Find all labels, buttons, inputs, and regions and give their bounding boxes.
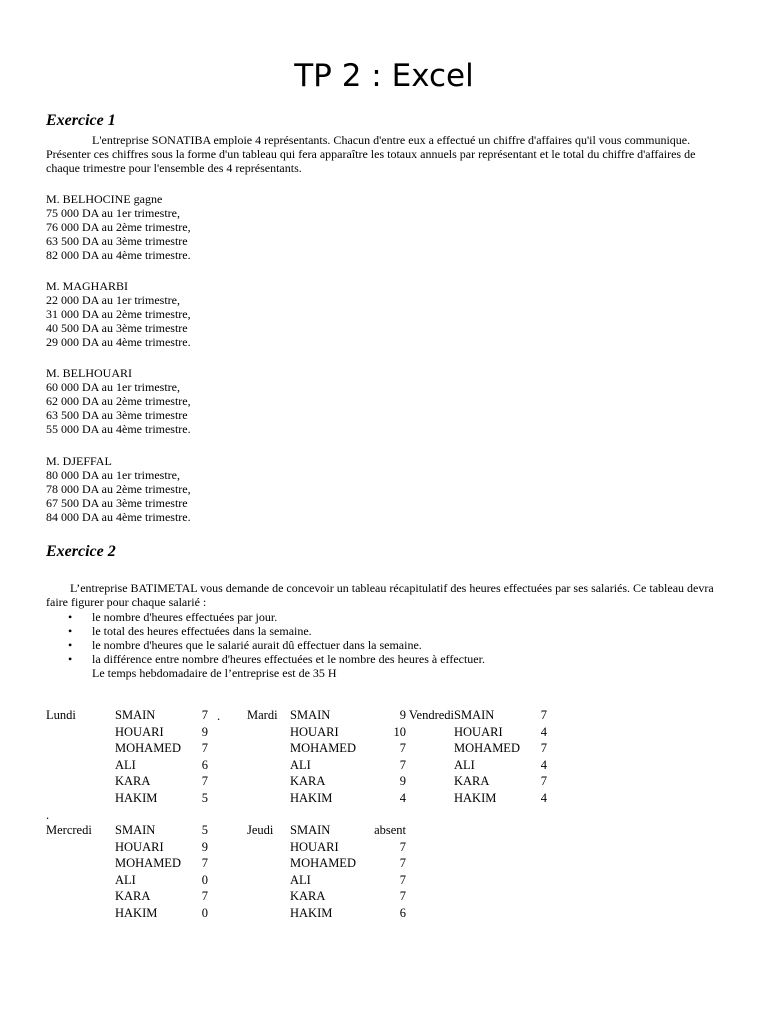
hours-value: 7 [399, 856, 406, 870]
rep-line: 75 000 DA au 1er trimestre, [46, 206, 180, 220]
stray-dot: . [217, 709, 221, 723]
employee-name: HOUARI [290, 839, 339, 854]
hours-value: 5 [201, 823, 208, 837]
rep-line: 40 500 DA au 3ème trimestre [46, 321, 188, 335]
hours-value: 7 [201, 856, 208, 870]
rep-line: 82 000 DA au 4ème trimestre. [46, 248, 191, 262]
hours-value: 5 [201, 790, 208, 805]
hours-value: 6 [201, 757, 208, 772]
hours-value: 7 [540, 708, 547, 722]
exercise-2-intro: L’entreprise BATIMETAL vous demande de concevoir un tableau récapitulatif des heures effectuées par ses salariés. Ce tableau devra faire figurer pour chaque salarié : [46, 581, 714, 609]
bullet-icon: • [68, 638, 73, 652]
rep-line: 67 500 DA au 3ème trimestre [46, 496, 188, 510]
hours-value: 7 [201, 774, 208, 788]
employee-name: SMAIN [290, 708, 331, 722]
rep-line: 62 000 DA au 2ème trimestre, [46, 394, 191, 408]
hours-value: 4 [540, 724, 547, 739]
hours-value: 7 [540, 741, 547, 755]
weekly-hours-note: Le temps hebdomadaire de l’entreprise est de 35 H [92, 666, 337, 680]
rep-block [46, 454, 191, 524]
hours-value: 4 [399, 790, 406, 805]
bullet-icon: • [68, 652, 73, 666]
hours-value: 7 [540, 774, 547, 788]
employee-name: HOUARI [290, 724, 339, 739]
employee-name: KARA [290, 889, 326, 903]
hours-value: 6 [399, 905, 406, 920]
rep-line: 80 000 DA au 1er trimestre, [46, 468, 180, 482]
employee-name: SMAIN [115, 708, 156, 722]
employee-name: SMAIN [290, 823, 331, 837]
rep-line: 60 000 DA au 1er trimestre, [46, 380, 180, 394]
employee-name: KARA [290, 774, 326, 788]
hours-value: 9 [201, 724, 208, 739]
exercise-2-heading: Exercice 2 [46, 543, 116, 560]
employee-name: KARA [115, 889, 151, 903]
hours-value: 7 [399, 757, 406, 772]
rep-line: 55 000 DA au 4ème trimestre. [46, 422, 191, 436]
day-label: Lundi [46, 708, 76, 722]
day-label: Vendredi [408, 708, 454, 722]
hours-value: 7 [399, 741, 406, 755]
day-label: Mercredi [46, 823, 92, 837]
employee-name: HOUARI [115, 724, 164, 739]
hours-value: 9 [201, 839, 208, 854]
employee-name: MOHAMED [454, 741, 520, 755]
employee-name: HOUARI [454, 724, 503, 739]
list-item: • le nombre d'heures que le salarié aurait dû effectuer dans la semaine. [68, 638, 422, 652]
employee-name: HOUARI [115, 839, 164, 854]
hours-value: 7 [399, 839, 406, 854]
rep-line: 22 000 DA au 1er trimestre, [46, 293, 180, 307]
rep-name: M. BELHOCINE gagne [46, 192, 163, 206]
hours-value: 7 [399, 872, 406, 887]
rep-line: 63 500 DA au 3ème trimestre [46, 234, 188, 248]
employee-name: SMAIN [115, 823, 156, 837]
hours-value: 7 [201, 889, 208, 903]
page-title: TP 2 : Excel [294, 58, 474, 94]
employee-name: MOHAMED [290, 741, 356, 755]
rep-name: M. DJEFFAL [46, 454, 112, 468]
employee-name: HAKIM [454, 790, 497, 805]
hours-value: 10 [393, 724, 406, 739]
requirements-list [46, 610, 485, 680]
hours-value: 9 [399, 774, 406, 788]
employee-name: MOHAMED [115, 741, 181, 755]
rep-block [46, 279, 191, 349]
hours-value: absent [374, 823, 406, 837]
employee-name: ALI [290, 757, 311, 772]
hours-value: 4 [540, 790, 547, 805]
employee-name: ALI [115, 872, 136, 887]
hours-value: 0 [201, 872, 208, 887]
day-label: Jeudi [247, 823, 274, 837]
rep-line: 76 000 DA au 2ème trimestre, [46, 220, 191, 234]
employee-name: HAKIM [115, 790, 158, 805]
hours-value: 9 [399, 708, 406, 722]
rep-name: M. MAGHARBI [46, 279, 129, 293]
list-item: • le nombre d'heures effectuées par jour. [68, 610, 278, 624]
employee-name: HAKIM [290, 905, 333, 920]
exercise-1-intro: L'entreprise SONATIBA emploie 4 représentants. Chacun d'entre eux a effectué un chiffre d'affaires qu'il vous communique. Présenter ces chiffres sous la forme d'un tableau qui fera apparaître les totaux annuels par représentant et le total du chiffre d'affaires de chaque trimestre pour l'ensemble des 4 représentants. [46, 133, 696, 175]
hours-value: 7 [201, 708, 208, 722]
employee-name: HAKIM [290, 790, 333, 805]
rep-line: 63 500 DA au 3ème trimestre [46, 408, 188, 422]
employee-name: KARA [454, 774, 490, 788]
list-item: • la différence entre nombre d'heures effectuées et le nombre des heures à effectuer. [68, 652, 485, 666]
hours-value: 0 [201, 905, 208, 920]
employee-name: MOHAMED [115, 856, 181, 870]
hours-value: 7 [201, 741, 208, 755]
rep-line: 29 000 DA au 4ème trimestre. [46, 335, 191, 349]
employee-name: ALI [115, 757, 136, 772]
employee-name: ALI [290, 872, 311, 887]
day-label: Mardi [247, 708, 278, 722]
bullet-icon: • [68, 624, 73, 638]
rep-line: 84 000 DA au 4ème trimestre. [46, 510, 191, 524]
rep-block [46, 366, 191, 436]
rep-block [46, 192, 191, 262]
list-item: • le total des heures effectuées dans la semaine. [68, 624, 312, 638]
stray-dot: . [46, 808, 50, 822]
employee-name: ALI [454, 757, 475, 772]
hours-value: 7 [399, 889, 406, 903]
bullet-icon: • [68, 610, 73, 624]
rep-line: 78 000 DA au 2ème trimestre, [46, 482, 191, 496]
hours-value: 4 [540, 757, 547, 772]
employee-name: SMAIN [454, 708, 495, 722]
employee-name: KARA [115, 774, 151, 788]
employee-name: MOHAMED [290, 856, 356, 870]
exercise-1-heading: Exercice 1 [46, 112, 116, 129]
rep-name: M. BELHOUARI [46, 366, 132, 380]
employee-name: HAKIM [115, 905, 158, 920]
rep-line: 31 000 DA au 2ème trimestre, [46, 307, 191, 321]
